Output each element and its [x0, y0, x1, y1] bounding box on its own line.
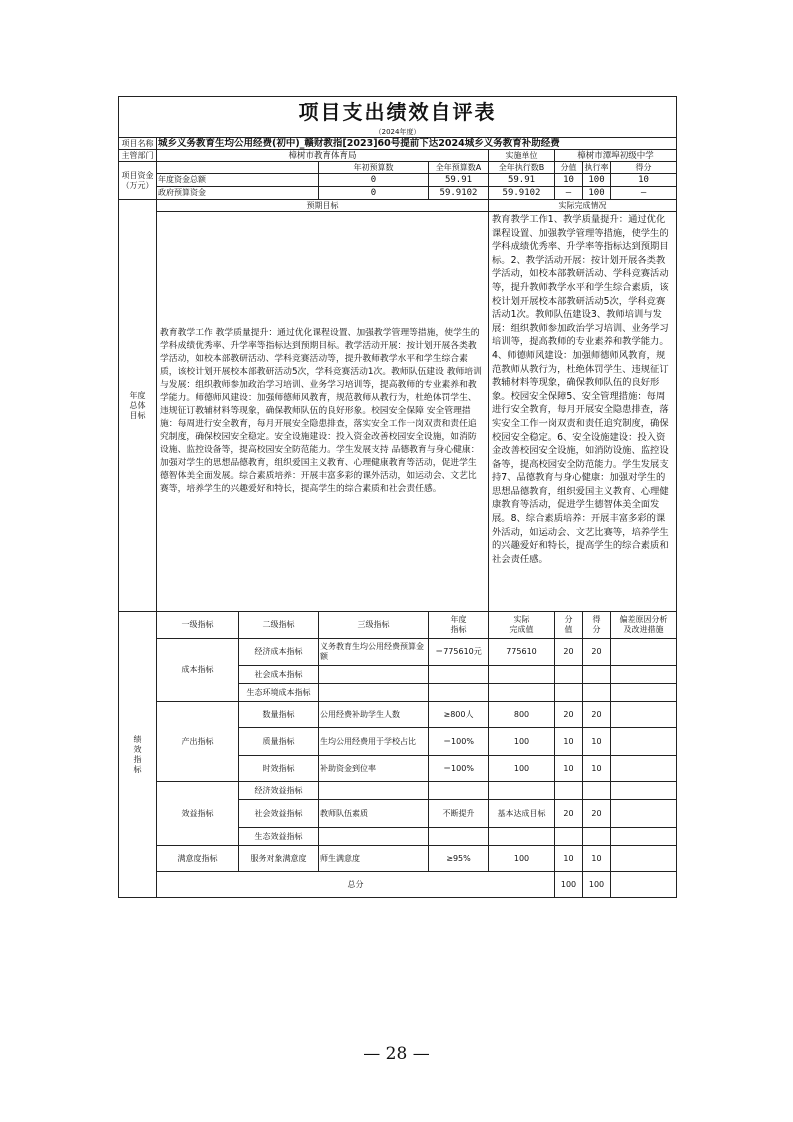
target-cell: ＝100% [429, 728, 489, 756]
level2-cell: 社会效益指标 [239, 800, 319, 828]
score-cell: 10 [583, 728, 611, 756]
funds-col-score-value: 分值 [555, 162, 583, 174]
col-level3: 三级指标 [319, 612, 429, 639]
total-value: 100 [555, 872, 583, 898]
note-cell [611, 639, 677, 666]
level3-cell: 公用经费补助学生人数 [319, 702, 429, 728]
target-cell: ＝100% [429, 756, 489, 782]
performance-evaluation-sheet [118, 96, 676, 898]
note-cell [611, 684, 677, 702]
score-cell: 20 [583, 800, 611, 828]
score-cell [583, 782, 611, 800]
funds-col-annual: 全年预算数A [429, 162, 489, 174]
col-level1: 一级指标 [157, 612, 239, 639]
evaluation-table [118, 96, 677, 898]
actual-cell: 100 [489, 728, 555, 756]
value-cell [555, 666, 583, 684]
total-score: 100 [583, 872, 611, 898]
funds-initial: 0 [319, 174, 429, 187]
funds-score: 10 [611, 174, 677, 187]
level3-cell: 生均公用经费用于学校占比 [319, 728, 429, 756]
funds-score-value: 10 [555, 174, 583, 187]
funds-rate: 100 [583, 174, 611, 187]
level3-cell: 补助资金到位率 [319, 756, 429, 782]
level2-cell: 社会成本指标 [239, 666, 319, 684]
level3-cell [319, 782, 429, 800]
impl-name: 樟树市潭埠初级中学 [555, 150, 677, 162]
level2-cell: 数量指标 [239, 702, 319, 728]
score-cell [583, 828, 611, 846]
value-cell: 20 [555, 702, 583, 728]
indicator-header-row [119, 612, 677, 639]
funds-executed: 59.9102 [489, 187, 555, 200]
actual-cell [489, 782, 555, 800]
funds-row-name: 年度资金总额 [157, 174, 319, 187]
satisfaction-indicator-label: 满意度指标 [157, 846, 239, 872]
cost-indicator-label: 成本指标 [157, 639, 239, 702]
project-name-label: 项目名称 [119, 138, 157, 150]
note-cell [611, 756, 677, 782]
page-number: — 28 — [363, 1044, 430, 1064]
funds-row-name: 政府预算资金 [157, 187, 319, 200]
col-score: 得 分 [583, 612, 611, 639]
funds-annual: 59.91 [429, 174, 489, 187]
note-cell [611, 702, 677, 728]
level2-cell: 服务对象满意度 [239, 846, 319, 872]
document-year: （2024年度） [119, 127, 677, 138]
score-cell [583, 666, 611, 684]
level2-cell: 时效指标 [239, 756, 319, 782]
actual-goal-header: 实际完成情况 [489, 200, 677, 212]
target-cell [429, 828, 489, 846]
level3-cell: 义务教育生均公用经费预算金额 [319, 639, 429, 666]
score-cell: 20 [583, 702, 611, 728]
actual-cell: 基本达成目标 [489, 800, 555, 828]
level2-cell: 生态环境成本指标 [239, 684, 319, 702]
table-row [119, 702, 677, 728]
dept-label: 主管部门 [119, 150, 157, 162]
col-deviation: 偏差原因分析 及改进措施 [611, 612, 677, 639]
level2-cell: 经济效益指标 [239, 782, 319, 800]
indicators-label: 绩 效 指 标 [119, 612, 157, 898]
funds-label: 项目资金 （万元） [119, 162, 157, 200]
funds-annual: 59.9102 [429, 187, 489, 200]
value-cell [555, 684, 583, 702]
funds-col-executed: 全年执行数B [489, 162, 555, 174]
funds-col-rate: 执行率 [584, 162, 609, 172]
dept-name: 樟树市教育体育局 [157, 150, 489, 162]
level3-cell [319, 684, 429, 702]
funds-col-initial: 年初预算数 [319, 162, 429, 174]
note-cell [611, 666, 677, 684]
expected-goal-header: 预期目标 [157, 200, 489, 212]
value-cell [555, 782, 583, 800]
funds-row-gov [119, 187, 677, 200]
score-cell: 20 [583, 639, 611, 666]
target-cell [429, 666, 489, 684]
funds-rate: 100 [583, 187, 611, 200]
expected-goal-text: 教育教学工作 教学质量提升：通过优化课程设置、加强教学管理等措施，使学生的学科成绩优秀率、升学率等指标达到预期目标。教学活动开展：按计划开展各类教学活动，如校本部教研活动、学科竞赛活动等，提升教师教学水平和学生综合素质，该校计划开展校本部教研活动5次，学科竞赛活动1次。教师队伍建设 教师培训与发展：组织教师参加政治学习培训、业务学习培训等，提高教师的专业素养和教学能力。师德师风建设：加强师德师风教育，规范教师从教行为，杜绝体罚学生、违规征订教辅材料等现象，确保教师队伍的良好形象。校园安全保障 安全管理措施：每周进行安全教育，每月开展安全隐患排查，落实安全工作一岗双责和责任追究制度，确保校园安全稳定。安全设施建设：投入资金改善校园安全设施，如消防设施、监控设备等，提高校园安全防范能力。学生发展支持 品德教育与身心健康：加强对学生的思想品德教育，组织爱国主义教育、心理健康教育等活动，促进学生德智体美全面发展。综合素质培养：开展丰富多彩的课外活动，如运动会、文艺比赛等，培养学生的兴趣爱好和特长，提高学生的综合素质和社会责任感。 [157, 212, 489, 612]
table-row [119, 639, 677, 666]
target-cell [429, 782, 489, 800]
value-cell: 10 [555, 728, 583, 756]
note-cell [611, 782, 677, 800]
col-target: 年度 指标 [429, 612, 489, 639]
target-cell: 不断提升 [429, 800, 489, 828]
value-cell: 20 [555, 800, 583, 828]
note-cell [611, 728, 677, 756]
output-indicator-label: 产出指标 [157, 702, 239, 782]
funds-blank-header [157, 162, 319, 174]
funds-col-score: 得分 [611, 162, 677, 174]
funds-score-value: — [555, 187, 583, 200]
note-cell [611, 846, 677, 872]
target-cell [429, 684, 489, 702]
score-cell: 10 [583, 846, 611, 872]
col-level2: 二级指标 [239, 612, 319, 639]
level2-cell: 质量指标 [239, 728, 319, 756]
level3-cell [319, 828, 429, 846]
actual-cell: 100 [489, 756, 555, 782]
funds-executed: 59.91 [489, 174, 555, 187]
score-cell [583, 684, 611, 702]
funds-initial: 0 [319, 187, 429, 200]
funds-score: — [611, 187, 677, 200]
level3-cell: 师生满意度 [319, 846, 429, 872]
actual-cell: 100 [489, 846, 555, 872]
value-cell: 10 [555, 846, 583, 872]
level2-cell: 生态效益指标 [239, 828, 319, 846]
col-value: 分 值 [555, 612, 583, 639]
target-cell: ＝775610元 [429, 639, 489, 666]
note-cell [611, 800, 677, 828]
actual-cell: 800 [489, 702, 555, 728]
total-label: 总分 [157, 872, 555, 898]
actual-cell [489, 828, 555, 846]
actual-cell [489, 684, 555, 702]
goals-label: 年度 总体 目标 [119, 200, 157, 612]
project-name: 城乡义务教育生均公用经费(初中)_赣财教指[2023]60号提前下达2024城乡义务教育补助经费 [157, 138, 677, 150]
document-title: 项目支出绩效自评表 [119, 97, 677, 128]
actual-cell: 775610 [489, 639, 555, 666]
target-cell: ≥95% [429, 846, 489, 872]
actual-cell [489, 666, 555, 684]
actual-goal-text: 教育教学工作1、教学质量提升：通过优化课程设置、加强教学管理等措施，使学生的学科成绩优秀率、升学率等指标达到预期目标。2、教学活动开展：按计划开展各类教学活动，如校本部教研活动、学科竞赛活动等，提升教师教学水平和学生综合素质，该校计划开展校本部教研活动5次，学科竞赛活动1次。教师队伍建设3、教师培训与发展：组织教师参加政治学习培训、业务学习培训等，提高教师的专业素养和教学能力。4、师德师风建设：加强师德师风教育，规范教师从教行为，杜绝体罚学生、违规征订教辅材料等现象，确保教师队伍的良好形象。校园安全保障5、安全管理措施：每周进行安全教育，每月开展安全隐患排查，落实安全工作一岗双责和责任追究制度，确保校园安全稳定。6、安全设施建设：投入资金改善校园安全设施，如消防设施、监控设备等，提高校园安全防范能力。学生发展支持7、品德教育与身心健康：加强对学生的思想品德教育，组织爱国主义教育、心理健康教育等活动，促进学生德智体美全面发展。8、综合素质培养：开展丰富多彩的课外活动，如运动会、文艺比赛等，培养学生的兴趣爱好和特长，提高学生的综合素质和社会责任感。 [489, 212, 677, 612]
level2-cell: 经济成本指标 [239, 639, 319, 666]
col-actual: 实际 完成值 [489, 612, 555, 639]
value-cell [555, 828, 583, 846]
total-row [119, 872, 677, 898]
total-note [611, 872, 677, 898]
level3-cell: 教师队伍素质 [319, 800, 429, 828]
score-cell: 10 [583, 756, 611, 782]
impl-label: 实施单位 [489, 150, 555, 162]
target-cell: ≥800人 [429, 702, 489, 728]
effect-indicator-label: 效益指标 [157, 782, 239, 846]
value-cell: 10 [555, 756, 583, 782]
level3-cell [319, 666, 429, 684]
value-cell: 20 [555, 639, 583, 666]
table-row [119, 782, 677, 800]
funds-row-total [119, 174, 677, 187]
table-row [119, 846, 677, 872]
note-cell [611, 828, 677, 846]
